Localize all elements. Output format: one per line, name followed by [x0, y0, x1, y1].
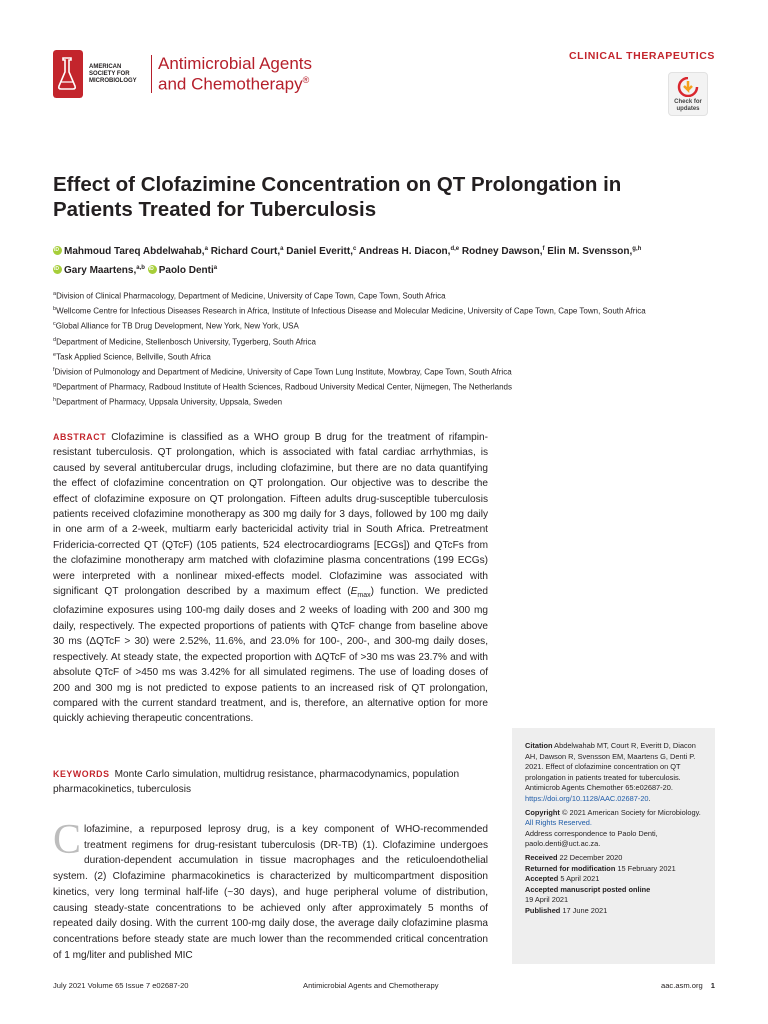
author-affiliation-mark: g,h [632, 246, 642, 252]
emax-symbol: E [350, 586, 358, 598]
emax-subscript: max [357, 592, 371, 600]
registered-mark: ® [302, 75, 310, 86]
copyright-text: © 2021 American Society for Microbiology. [561, 807, 701, 817]
journal-name-line2: and Chemotherapy [158, 74, 303, 94]
journal-name-line1: Antimicrobial Agents [158, 54, 313, 74]
orcid-icon[interactable] [148, 265, 157, 274]
received-label: Received [525, 852, 558, 862]
received-value: 22 December 2020 [559, 852, 623, 862]
affiliation-mark: e [53, 351, 57, 358]
check-for-updates-button[interactable] [668, 72, 708, 116]
published-date [525, 906, 703, 917]
affiliation-mark: a [53, 291, 57, 297]
check-line: updates [676, 105, 700, 112]
doi-link[interactable]: https://doi.org/10.1128/AAC.02687-20 [525, 793, 649, 803]
manuscript-label [525, 885, 703, 896]
check-line: Check for [674, 99, 702, 105]
accepted-label: Accepted [525, 874, 559, 884]
author[interactable] [286, 246, 356, 257]
affiliation [53, 336, 713, 351]
affiliation-text: Department of Medicine, Stellenbosch University, Tygerberg, South Africa [56, 337, 316, 347]
affiliation [53, 351, 713, 366]
manuscript-date: 19 April 2021 [525, 895, 569, 905]
citation-sidebar [512, 728, 715, 964]
author-name: Andreas H. Diacon, [358, 246, 451, 257]
author-affiliation-mark: d,e [450, 246, 460, 252]
journal-logo[interactable] [53, 50, 312, 98]
author[interactable] [359, 246, 459, 257]
article-title: Effect of Clofazimine Concentration on QT Prolongation in Patients Treated for Tuberculosis [53, 173, 622, 221]
journal-name [151, 55, 312, 93]
check-for-updates-label [674, 99, 702, 112]
author[interactable] [211, 246, 284, 257]
affiliation [53, 366, 713, 381]
affiliation [53, 320, 713, 335]
affiliation [53, 290, 713, 305]
affiliation-mark: d [53, 336, 57, 343]
drop-cap: C [53, 817, 82, 863]
affiliation-mark: c [53, 321, 56, 328]
body-paragraph [53, 817, 488, 963]
abstract-label: ABSTRACT [53, 432, 107, 442]
society-line: SOCIETY FOR [89, 70, 130, 77]
abstract [53, 430, 488, 727]
affiliation [53, 381, 713, 396]
citation-label: Citation [525, 741, 553, 750]
body-text: lofazimine, a repurposed leprosy drug, is a key component of WHO-recommended treatment regimens for drug-resistant tuberculosis (DR-TB) (1). Clofazimine undergoes duration-dependent accumulation in tissue macrophages and the reticuloendothelial system. (2) Clofazimine pharmacokinetics is characterized by multicompartment disposition kinetics, very long terminal half-life (~30 days), and huge peripheral volume of distribution, causing steady-state concentrations to be achieved only after approximately 5 months of repeated daily dosing. With the current 100-mg daily dose, the average daily clofazimine plasma concentrations before steady state are much lower than the recommended critical concentration of 1 mg/liter and published MIC [53, 824, 488, 961]
accepted-value: 5 April 2021 [560, 874, 600, 884]
author-affiliation-mark: c [352, 246, 357, 252]
rights-link[interactable]: All Rights Reserved. [525, 818, 592, 828]
published-value: 17 June 2021 [562, 905, 608, 915]
society-line: MICROBIOLOGY [89, 77, 137, 84]
copyright-block [525, 808, 703, 829]
affiliation-mark: f [53, 366, 55, 373]
orcid-icon[interactable] [53, 246, 62, 255]
published-label: Published [525, 905, 561, 915]
author-affiliation-mark: a [280, 246, 284, 252]
author-name: Richard Court, [210, 246, 281, 257]
affiliation-text: Division of Clinical Pharmacology, Department of Medicine, University of Cape Town, Cape Town, South Africa [56, 291, 446, 301]
affiliation-mark: b [53, 306, 57, 313]
affiliation-mark: h [53, 397, 57, 404]
author-name: Gary Maartens, [64, 265, 137, 276]
author-affiliation-mark: a [213, 265, 218, 271]
journal-header [53, 50, 715, 122]
affiliation-text: Wellcome Centre for Infectious Diseases Research in Africa, Institute of Infectious Disease and Molecular Medicine, University of Cape Town, Cape Town, South Africa [56, 306, 646, 316]
correspondence: Address correspondence to Paolo Denti, paolo.denti@uct.ac.za. [525, 828, 658, 849]
author[interactable] [53, 246, 208, 257]
copyright-label: Copyright [525, 807, 560, 817]
footer-right [661, 981, 715, 990]
affiliation-text: Department of Pharmacy, Uppsala University, Uppsala, Sweden [56, 397, 283, 407]
author-name: Rodney Dawson, [461, 246, 543, 257]
issue-info: July 2021 Volume 65 Issue 7 e02687-20 [53, 981, 189, 990]
affiliation-mark: g [53, 382, 57, 389]
citation-end: . [648, 793, 651, 803]
footer-journal-name: Antimicrobial Agents and Chemotherapy [303, 981, 439, 990]
citation-block [525, 741, 703, 805]
author[interactable] [148, 265, 217, 276]
returned-value: 15 February 2021 [617, 863, 676, 873]
author-affiliation-mark: f [542, 246, 545, 252]
keywords-label: KEYWORDS [53, 769, 110, 779]
accepted-date [525, 874, 703, 885]
author[interactable] [462, 246, 545, 257]
author-name: Elin M. Svensson, [547, 246, 633, 257]
journal-url[interactable]: aac.asm.org [660, 981, 703, 990]
author-affiliation-mark: a,b [136, 265, 145, 271]
check-for-updates-icon [677, 77, 699, 97]
keywords-text: Monte Carlo simulation, multidrug resistance, pharmacodynamics, population pharmacokinetics, tuberculosis [53, 769, 460, 796]
asm-logo-icon [53, 50, 83, 98]
affiliation-list [53, 290, 713, 412]
manuscript-label-text: Accepted manuscript posted online [525, 884, 651, 894]
author-name: Paolo Denti [158, 265, 214, 276]
author[interactable] [547, 246, 641, 257]
keywords [53, 767, 488, 798]
abstract-text: ) function. We predicted clofazimine exposures using 100-mg daily doses and 2 weeks of loading with 200 and 300 mg daily, respectively. The expected proportions of patients with QTcF change from baseline above 30 ms (ΔQTcF > 30) were 2.52%, 11.6%, and 23.0% for 100-, 200-, and 300-mg daily doses, respectively. At steady state, the expected proportion with ΔQTcF of >30 ms was 23.7% and with absolute QTcF of >450 ms was 3.42% for all simulated regimens. The use of loading doses of 200 and 300 mg is not predicted to expose patients to an increased risk of QT prolongation, compared with the current standard treatment, and is, therefore, an alternative option for more quickly achieving therapeutic concentrations. [53, 586, 488, 725]
society-line: AMERICAN [89, 63, 122, 70]
page-number: 1 [710, 981, 715, 990]
affiliation [53, 305, 713, 320]
affiliation [53, 396, 713, 411]
section-label: CLINICAL THERAPEUTICS [569, 50, 715, 62]
abstract-text: Clofazimine is classified as a WHO group B drug for the treatment of rifampin-resistant tuberculosis. QT prolongation, which is associated with fatal cardiac arrhythmias, is caused by several antitubercular drugs, including clofazimine, but there are no data quantifying the effect of clofazimine concentration on QT prolongation. Our objective was to describe the effect of clofazimine exposure on QT prolongation. Fifteen adults drug-susceptible tuberculosis patients received clofazimine monotherapy as 300 mg daily for 3 days, followed by 100 mg daily in one arm of a 2-week, multiarm early bactericidal activity trial in South Africa. Pretreatment Fridericia-corrected QT (QTcF) (105 patients, 524 electrocardiograms [ECGs]) and QTcFs from the clofazimine monotherapy arm matched with clofazimine plasma concentrations (199 ECGs) were interpreted with a nonlinear mixed-effects model. Clofazimine was associated with significant QT prolongation described by a maximum effect ( [53, 432, 488, 598]
orcid-icon[interactable] [53, 265, 62, 274]
author-affiliation-mark: a [204, 246, 208, 252]
affiliation-text: Global Alliance for TB Drug Development, New York, New York, USA [55, 322, 299, 332]
citation-text: Abdelwahab MT, Court R, Everitt D, Diacon AH, Dawson R, Svensson EM, Maartens G, Denti P. 2021. Effect of clofazimine concentration on QT prolongation in patients treated for tuberculosis. Antimicrob Agents Chemother 65:e02687-20. [525, 741, 696, 793]
affiliation-text: Division of Pulmonology and Department of Medicine, University of Cape Town Lung Institute, Mowbray, Cape Town, South Africa [54, 367, 512, 377]
returned-label: Returned for modification [525, 863, 616, 873]
author[interactable] [53, 265, 145, 276]
affiliation-text: Department of Pharmacy, Radboud Institute of Health Sciences, Radboud University Medical Center, Nijmegen, The Netherlands [56, 382, 512, 392]
received-date [525, 853, 703, 864]
affiliation-text: Task Applied Science, Bellville, South Africa [56, 352, 211, 362]
author-name: Daniel Everitt, [286, 246, 353, 257]
returned-date [525, 864, 703, 875]
society-name [89, 64, 147, 85]
author-name: Mahmoud Tareq Abdelwahab, [64, 246, 205, 257]
author-list [53, 241, 713, 279]
